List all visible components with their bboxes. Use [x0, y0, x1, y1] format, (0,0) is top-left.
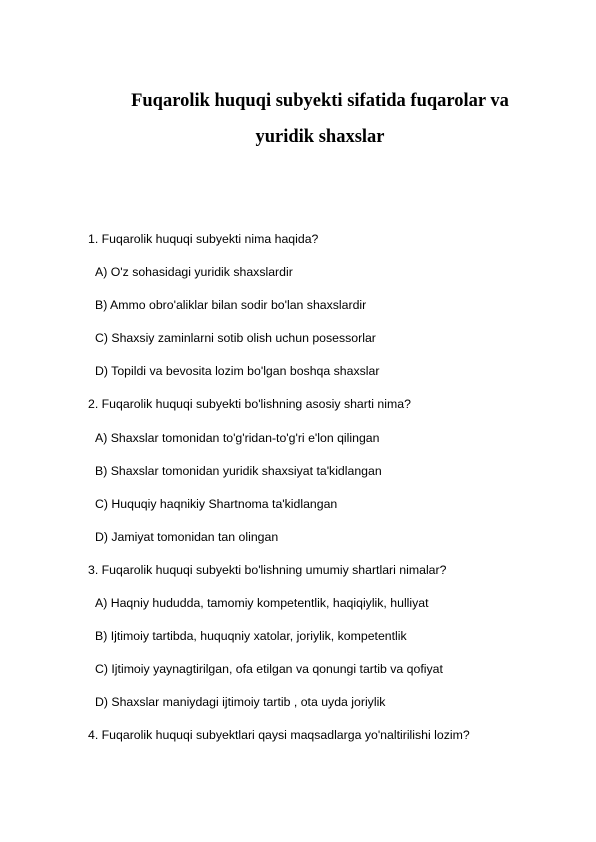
answer-option-d: D) Topildi va bevosita lozim bo'lgan boshqa shaxslar	[95, 364, 380, 379]
document-title-line-2: yuridik shaxslar	[255, 127, 385, 147]
document-title-line-1: Fuqarolik huquqi subyekti sifatida fuqarolar va	[131, 91, 509, 111]
answer-option-b: B) Ijtimoiy tartibda, huquqniy xatolar, joriylik, kompetentlik	[95, 629, 407, 644]
question-4	[88, 727, 588, 743]
answer-option-a: A) O'z sohasidagi yuridik shaxslardir	[95, 265, 293, 280]
question-text: 3. Fuqarolik huquqi subyekti bo'lishning umumiy shartlari nimalar?	[88, 562, 447, 577]
answer-option-c: C) Shaxsiy zaminlarni sotib olish uchun posessorlar	[95, 331, 376, 346]
answer-option-a: A) Haqniy hududda, tamomiy kompetentlik, haqiqiylik, hulliyat	[95, 596, 429, 611]
answer-option-c: C) Ijtimoiy yaynagtirilgan, ofa etilgan va qonungi tartib va qofiyat	[95, 662, 443, 677]
question-text: 1. Fuqarolik huquqi subyekti nima haqida?	[88, 232, 319, 246]
question-list	[88, 231, 588, 761]
answer-option-a: A) Shaxslar tomonidan to'g'ridan-to'g'ri e'lon qilingan	[95, 430, 380, 445]
answer-option-b: B) Ammo obro'aliklar bilan sodir bo'lan shaxslardir	[95, 298, 367, 313]
answer-option-c: C) Huquqiy haqnikiy Shartnoma ta'kidlangan	[95, 496, 338, 511]
question-1	[88, 231, 588, 379]
question-3	[88, 562, 588, 710]
answer-option-b: B) Shaxslar tomonidan yuridik shaxsiyat ta'kidlangan	[95, 463, 382, 478]
question-2	[88, 396, 588, 544]
question-text: 2. Fuqarolik huquqi subyekti bo'lishning asosiy sharti nima?	[88, 397, 411, 412]
answer-option-d: D) Shaxslar maniydagi ijtimoiy tartib , ota uyda joriylik	[95, 695, 386, 710]
question-text: 4. Fuqarolik huquqi subyektlari qaysi maqsadlarga yo'naltirilishi lozim?	[88, 728, 470, 743]
document-title	[60, 83, 580, 155]
answer-option-d: D) Jamiyat tomonidan tan olingan	[95, 529, 279, 544]
